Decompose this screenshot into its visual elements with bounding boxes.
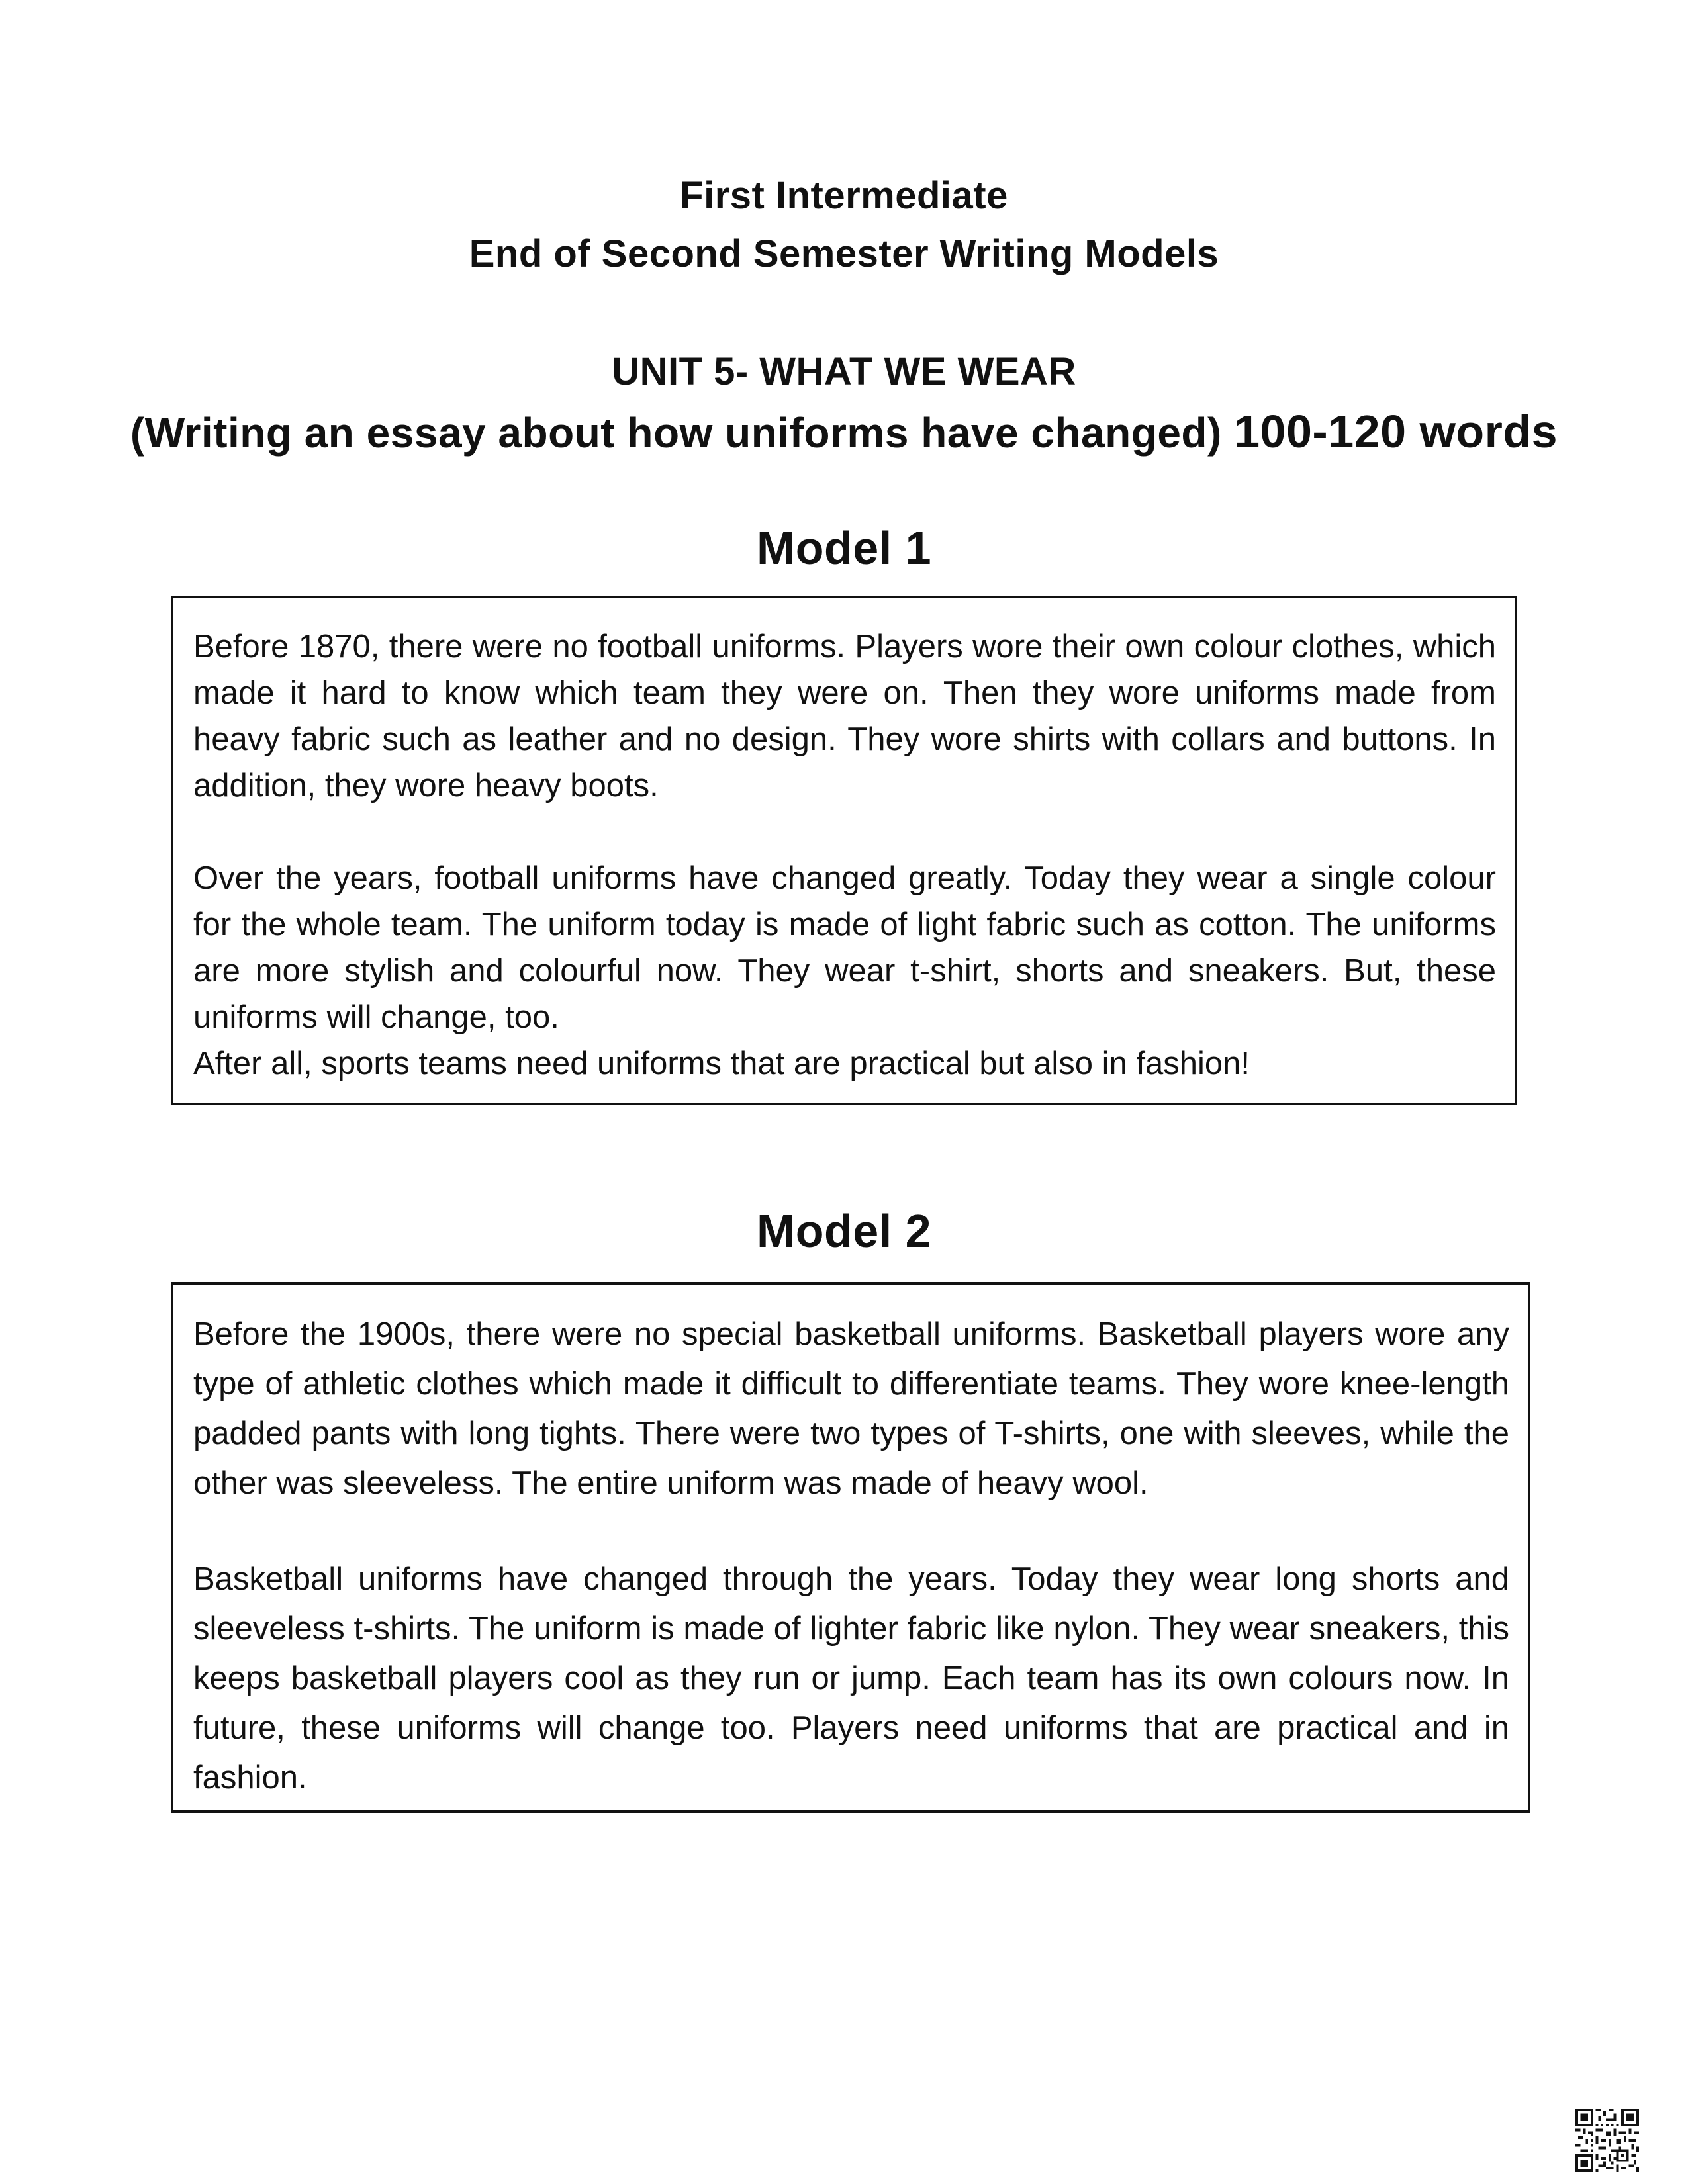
task-description: (Writing an essay about how uniforms have changed) — [130, 409, 1222, 457]
qr-code-icon — [1575, 2109, 1639, 2172]
model-1-paragraph-3: After all, sports teams need uniforms that are practical but also in fashion! — [193, 1046, 1250, 1081]
word-count: 100-120 words — [1234, 406, 1558, 457]
document-subtitle: End of Second Semester Writing Models — [469, 232, 1219, 275]
model-1-paragraph-2: Over the years, football uniforms have changed greatly. Today they wear a single colour for the whole team. The uniform today is made of light fabric such as cotton. The uniforms are more stylish and colourful now. They wear t-shirt, shorts and sneakers. But, these uniforms will change, too. — [193, 860, 1496, 1035]
model-2-box — [171, 1282, 1530, 1813]
model-2-paragraph-2: Basketball uniforms have changed through the years. Today they wear long shorts and sleeveless t-shirts. The uniform is made of lighter fabric like nylon. They wear sneakers, this keeps basketball players cool as they run or jump. Each team has its own colours now. In future, these uniforms will change too. Players need uniforms that are practical and in fashion. — [193, 1561, 1509, 1796]
model-1-heading: Model 1 — [756, 522, 932, 574]
document-title: First Intermediate — [680, 174, 1008, 217]
model-2-heading: Model 2 — [756, 1205, 932, 1257]
model-2-paragraph-1: Before the 1900s, there were no special basketball uniforms. Basketball players wore any type of athletic clothes which made it difficult to differentiate teams. They wore knee-length padded pants with long tights. There were two types of T-shirts, one with sleeves, while the other was sleeveless. The entire uniform was made of heavy wool. — [193, 1316, 1509, 1501]
model-1-paragraph-1: Before 1870, there were no football uniforms. Players wore their own colour clothes, which made it hard to know which team they were on. Then they wore uniforms made from heavy fabric such as leather and no design. They wore shirts with collars and buttons. In addition, they wore heavy boots. — [193, 629, 1496, 803]
task-heading — [0, 405, 1688, 458]
unit-heading: UNIT 5- WHAT WE WEAR — [612, 350, 1076, 393]
model-1-box — [171, 596, 1517, 1105]
